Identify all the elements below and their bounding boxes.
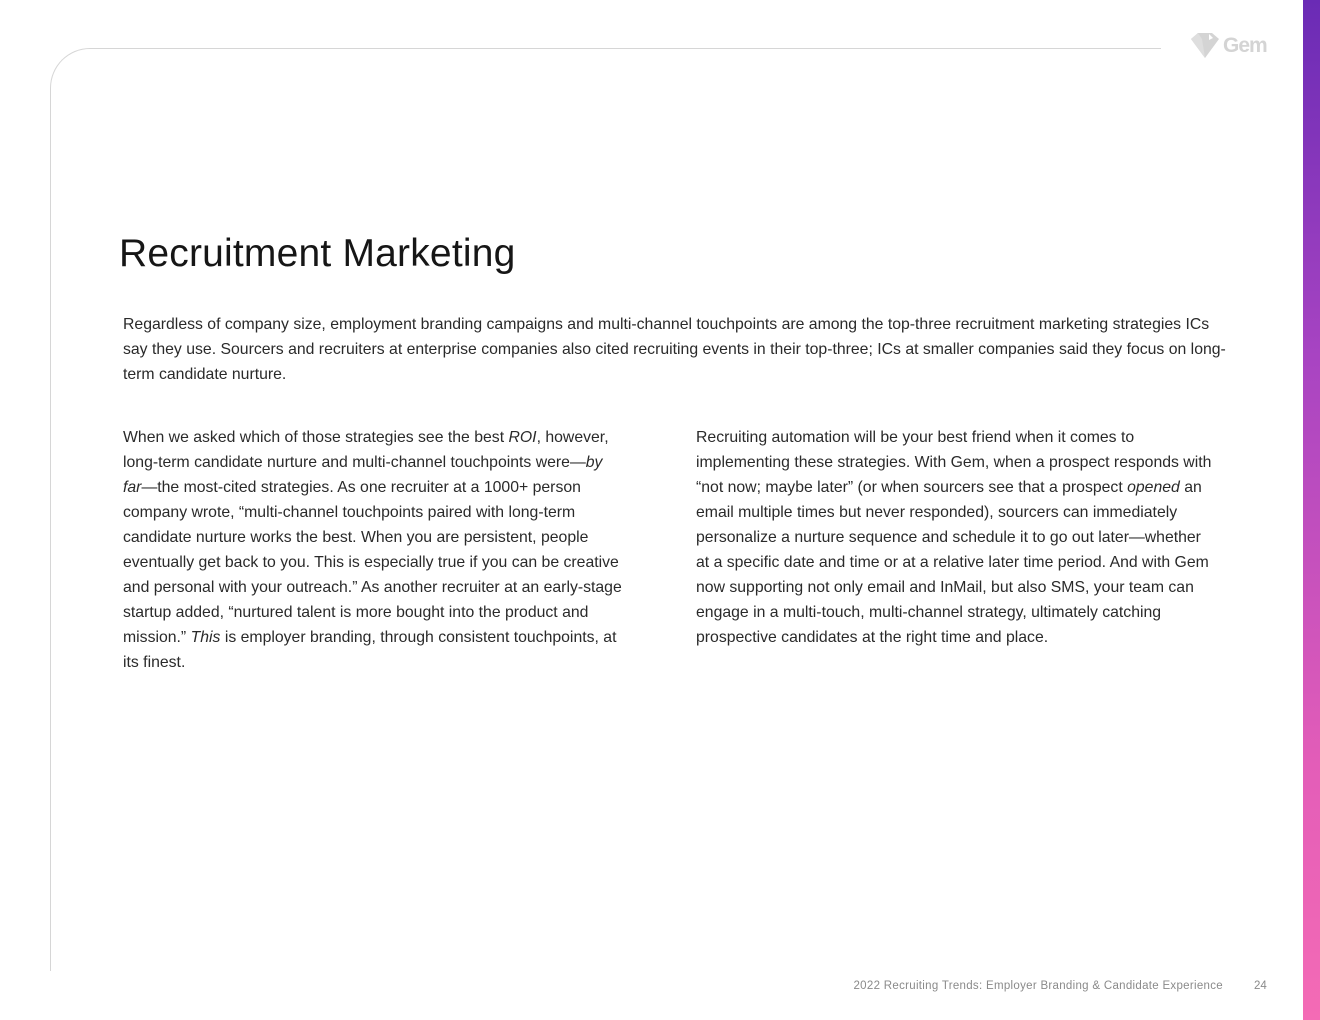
accent-gradient-bar (1303, 0, 1320, 1020)
intro-paragraph: Regardless of company size, employment branding campaigns and multi-channel touchpoints are among the top-three recruitment marketing strategies ICs say they use. Sourcers and recruiters at enterprise companies also cited recruiting events in their top-three; ICs at smaller companies said they focus on long-term candidate nurture. (123, 316, 1226, 383)
left-text-2: , however, long-term candidate nurture and multi-channel touchpoints were— (123, 429, 609, 471)
right-emphasis-opened: opened (1127, 479, 1180, 496)
left-column-paragraph (123, 425, 623, 675)
brand-logo (1187, 32, 1267, 60)
right-text-1: Recruiting automation will be your best friend when it comes to implementing these strategies. With Gem, when a prospect responds with “not now; maybe later” (or when sourcers see that a prospect (696, 429, 1212, 496)
footer-document-title: 2022 Recruiting Trends: Employer Branding & Candidate Experience (853, 980, 1223, 992)
left-text-4: is employer branding, through consistent touchpoints, at its finest. (123, 629, 617, 671)
left-text-1: When we asked which of those strategies see the best (123, 429, 509, 446)
brand-logo-text: Gem (1223, 34, 1267, 57)
left-emphasis-by-far: by far (123, 454, 603, 496)
page-title: Recruitment Marketing (119, 232, 516, 275)
page-number: 24 (1254, 980, 1267, 992)
right-column-paragraph (696, 425, 1216, 650)
gem-diamond-icon (1187, 32, 1221, 60)
left-emphasis-this: This (190, 629, 221, 646)
right-text-2: an email multiple times but never responded), sourcers can immediately personalize a nurture sequence and schedule it to go out later—whether at a specific date and time or at a relative later time period. And with Gem now supporting not only email and InMail, but also SMS, your team can engage in a multi-touch, multi-channel strategy, ultimately catching prospective candidates at the right time and place. (696, 479, 1209, 646)
left-emphasis-roi: ROI (508, 429, 537, 446)
left-text-3: —the most-cited strategies. As one recruiter at a 1000+ person company wrote, “multi-channel touchpoints paired with long-term candidate nurture works the best. When you are persistent, people eventually get back to you. This is especially true if you can be creative and personal with your outreach.” As another recruiter at an early-stage startup added, “nurtured talent is more bought into the product and mission.” (123, 479, 622, 646)
